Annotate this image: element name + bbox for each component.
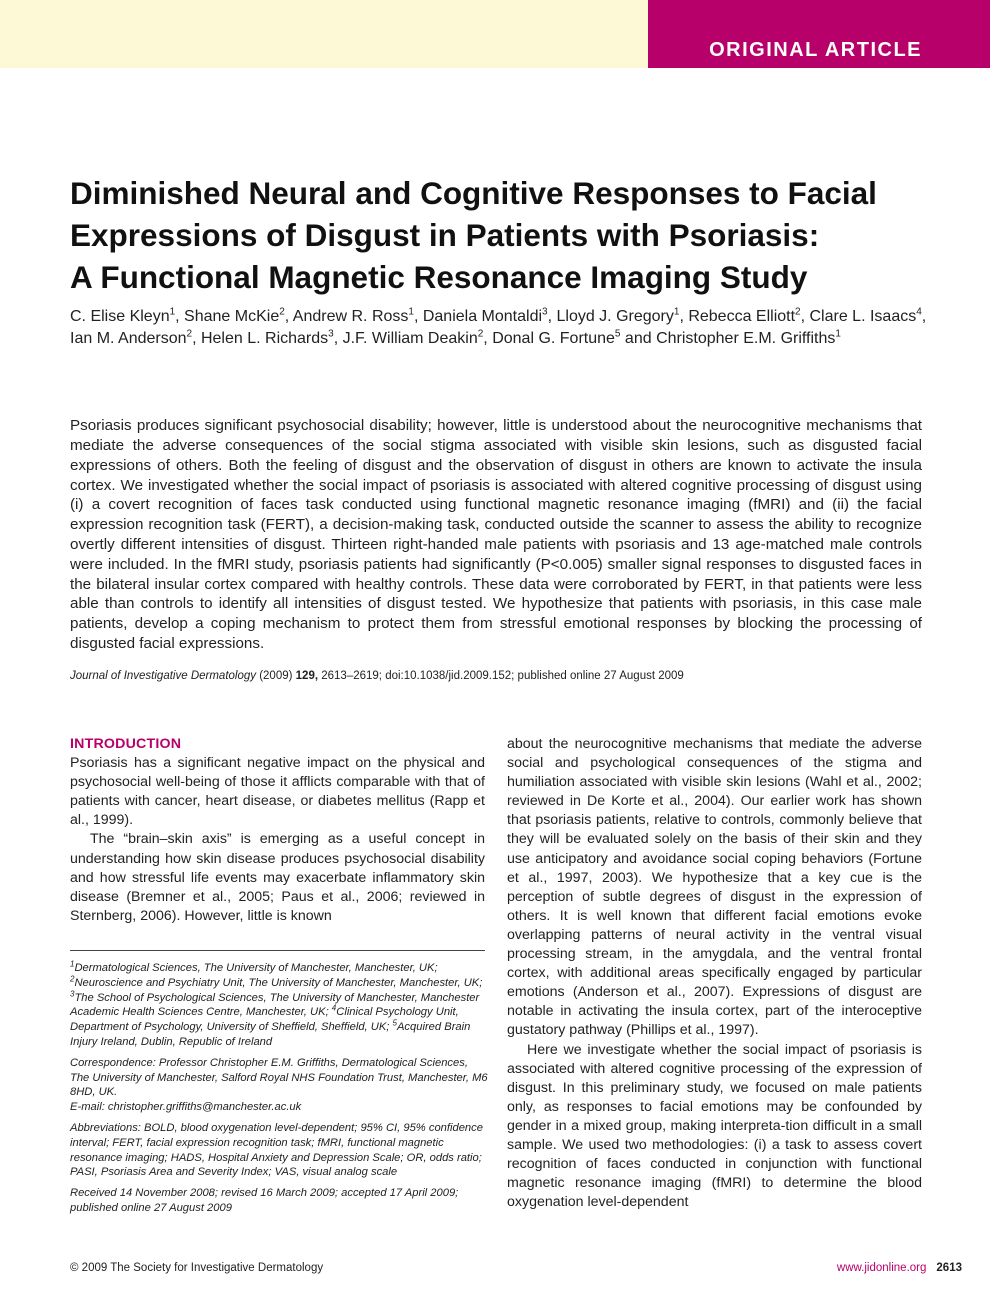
citation-details: 2613–2619; doi:10.1038/jid.2009.152; published online 27 August 2009 bbox=[318, 670, 684, 682]
paragraph: The “brain–skin axis” is emerging as a useful concept in understanding how skin disease produces psychosocial disability and how stressful life events may exacerbate inflammatory skin disease (Bremner et al., 2005; Paus et al., 2006; reviewed in Sternberg, 2006). However, little is known bbox=[70, 831, 485, 924]
affiliation: Dermatological Sciences, The University of Manchester, Manchester, UK; bbox=[74, 962, 438, 974]
affiliation-marker: 3 bbox=[70, 988, 75, 998]
section-heading: INTRODUCTION bbox=[70, 736, 182, 752]
paragraph: Here we investigate whether the social impact of psoriasis is associated with altered cognitive processing of the expression of disgust. In this preliminary study, we focused on male patients only, as responses to facial emotions may be confounded by gender in a mixed group, making interpreta-tion difficult in a small sample. We used two methodologies: (i) a task to assess covert recognition of faces conducted in conjunction with functional magnetic resonance imaging (fMRI) to determine the blood oxygenation level-dependent bbox=[507, 1041, 922, 1211]
affiliation: Acquired Brain Injury Ireland, Dublin, Republic of Ireland bbox=[70, 1021, 471, 1048]
author-separator: , bbox=[483, 330, 493, 347]
author-name: J.F. William Deakin bbox=[342, 330, 478, 347]
correspondence-note bbox=[70, 1056, 488, 1115]
citation-volume: 129, bbox=[295, 670, 319, 682]
affiliation-marker: 2 bbox=[795, 306, 801, 318]
title-line: Expressions of Disgust in Patients with Psoriasis: bbox=[70, 217, 820, 253]
affiliation-marker: 2 bbox=[279, 306, 285, 318]
affiliation-marker: 3 bbox=[542, 306, 548, 318]
author-name: Lloyd J. Gregory bbox=[556, 308, 674, 325]
title-line: Diminished Neural and Cognitive Responses to Facial bbox=[70, 175, 877, 211]
author-name: C. Elise Kleyn bbox=[70, 308, 170, 325]
affiliation-marker: 3 bbox=[328, 328, 334, 340]
left-column bbox=[70, 735, 485, 926]
journal-url-link[interactable]: www.jidonline.org bbox=[836, 1262, 927, 1274]
abstract: Psoriasis produces significant psychosocial disability; however, little is understood about the neurocognitive mechanisms that mediate the adverse consequences of the social stigma associated with visible skin lesions, such as disgusted facial expressions of others. Both the feeling of disgust and the observation of disgust in others are known to activate the insula cortex. We investigated whether the social impact of psoriasis is associated with altered cognitive processing of disgust using (i) a covert recognition of faces task conducted using functional magnetic resonance imaging (fMRI) and (ii) the facial expression recognition task (FERT), a decision-making task, conducted outside the scanner to assess the ability to recognize overtly different intensities of disgust. Thirteen right-handed male patients with psoriasis and 13 age-matched male controls were included. In the fMRI study, psoriasis patients had significantly (P<0.005) smaller signal responses to disgusted faces in the bilateral insular cortex compared with healthy controls. These data were corroborated by FERT, in that patients were less able than controls to identify all intensities of disgust tested. We hypothesize that patients with psoriasis, in this case male patients, develop a coping mechanism to protect them from stressful emotional responses by blocking the processing of disgusted facial expressions. bbox=[70, 417, 922, 652]
author-name: Andrew R. Ross bbox=[292, 308, 409, 325]
author-name: Ian M. Anderson bbox=[70, 330, 187, 347]
author-separator: , bbox=[921, 308, 927, 325]
footnote-divider bbox=[70, 950, 485, 951]
title-line: A Functional Magnetic Resonance Imaging Study bbox=[70, 259, 808, 295]
affiliation-marker: 1 bbox=[835, 328, 841, 340]
affiliation-marker: 2 bbox=[186, 328, 193, 340]
affiliation-marker: 4 bbox=[916, 306, 922, 318]
author-separator: , bbox=[800, 308, 810, 325]
author-separator: , bbox=[547, 308, 557, 325]
author-name: Christopher E.M. Griffiths bbox=[656, 330, 836, 347]
footnotes bbox=[70, 961, 488, 1222]
affiliation-marker: 5 bbox=[392, 1018, 397, 1028]
author-separator: , bbox=[175, 308, 185, 325]
author-name: Daniela Montaldi bbox=[422, 308, 543, 325]
citation-line bbox=[70, 668, 922, 684]
affiliation-marker: 5 bbox=[614, 328, 621, 340]
citation-year: (2009) bbox=[256, 670, 296, 682]
author-separator: , bbox=[192, 330, 201, 347]
author-separator: , bbox=[333, 330, 343, 347]
affiliation-marker: 1 bbox=[673, 306, 680, 318]
affiliation-marker: 2 bbox=[477, 328, 484, 340]
affiliation-marker: 1 bbox=[169, 306, 176, 318]
author-name: Donal G. Fortune bbox=[492, 330, 615, 347]
author-separator: and bbox=[620, 330, 657, 347]
header-band bbox=[0, 0, 648, 68]
received-note: Received 14 November 2008; revised 16 March 2009; accepted 17 April 2009; published online 27 August 2009 bbox=[70, 1187, 459, 1214]
correspondence-text: Correspondence: Professor Christopher E.M. Griffiths, Dermatological Sciences, The University of Manchester, Salford Royal NHS Foundation Trust, Manchester, M6 8HD, UK. bbox=[70, 1056, 488, 1099]
paragraph: about the neurocognitive mechanisms that mediate the adverse social and psychological consequences of the stigma and humiliation associated with visible skin lesions (Wahl et al., 2002; reviewed in De Korte et al., 2004). Our earlier work has shown that psoriasis patients, relative to controls, commonly believe that they will be evaluated solely on the basis of their skin and they use anticipatory and avoidance social coping behaviors (Fortune et al., 1997, 2003). We hypothesize that a key cue is the perception of subtle degrees of disgust in the expression of others. It is well known that different facial emotions evoke overlapping patterns of neural activity in the ventral visual processing stream, in the amygdala, and the ventral frontal cortex, with additional areas specifically engaged by particular emotions (Anderson et al., 2007). Expressions of disgust are notable in activating the insula cortex, part of the interoceptive gustatory pathway (Phillips et al., 1997). bbox=[507, 736, 922, 1039]
affiliation-marker: 4 bbox=[331, 1003, 337, 1013]
copyright-text: © 2009 The Society for Investigative Dermatology bbox=[70, 1262, 324, 1274]
article-type-tag: ORIGINAL ARTICLE bbox=[648, 0, 990, 68]
affiliation-marker: 1 bbox=[408, 306, 414, 318]
author-separator: , bbox=[679, 308, 689, 325]
affiliation: The School of Psychological Sciences, The University of Manchester, Manchester Academic Health Sciences Centre, Manchester, UK; bbox=[70, 991, 480, 1019]
author-name: Shane McKie bbox=[184, 308, 280, 325]
right-column bbox=[507, 735, 922, 1212]
author-separator: , bbox=[284, 308, 293, 325]
footer-right bbox=[837, 1259, 962, 1277]
article-title bbox=[70, 172, 930, 298]
affiliation: Clinical Psychology Unit, Department of Psychology, University of Sheffield, Sheffield, UK; bbox=[70, 1006, 459, 1034]
author-name: Helen L. Richards bbox=[200, 330, 329, 347]
paragraph: Psoriasis has a significant negative impact on the physical and psychosocial well-being of those it afflicts comparable with that of patients with cancer, heart disease, or diabetes mellitus (Rapp et al., 1999). bbox=[70, 755, 485, 829]
affiliations-note bbox=[70, 961, 488, 1050]
affiliation-marker: 1 bbox=[70, 959, 75, 969]
page-footer bbox=[70, 1259, 962, 1277]
author-separator: , bbox=[413, 308, 423, 325]
author-name: Rebecca Elliott bbox=[688, 308, 796, 325]
author-list bbox=[70, 306, 940, 350]
affiliation: Neuroscience and Psychiatry Unit, The University of Manchester, Manchester, UK; bbox=[74, 976, 483, 989]
abbreviations-note: Abbreviations: BOLD, blood oxygenation level-dependent; 95% CI, 95% confidence interval; FERT, facial expression recognition task; fMRI, functional magnetic resonance imaging; HADS, Hospital Anxiety and Depression Scale; OR, odds ratio; PASI, Psoriasis Area and Severity Index; VAS, visual analog scale bbox=[70, 1121, 483, 1179]
affiliation-marker: 2 bbox=[70, 974, 75, 984]
page-number: 2613 bbox=[936, 1262, 962, 1274]
author-name: Clare L. Isaacs bbox=[809, 308, 917, 325]
journal-name: Journal of Investigative Dermatology bbox=[70, 670, 257, 682]
email-text: E-mail: christopher.griffiths@manchester.ac.uk bbox=[70, 1101, 302, 1114]
